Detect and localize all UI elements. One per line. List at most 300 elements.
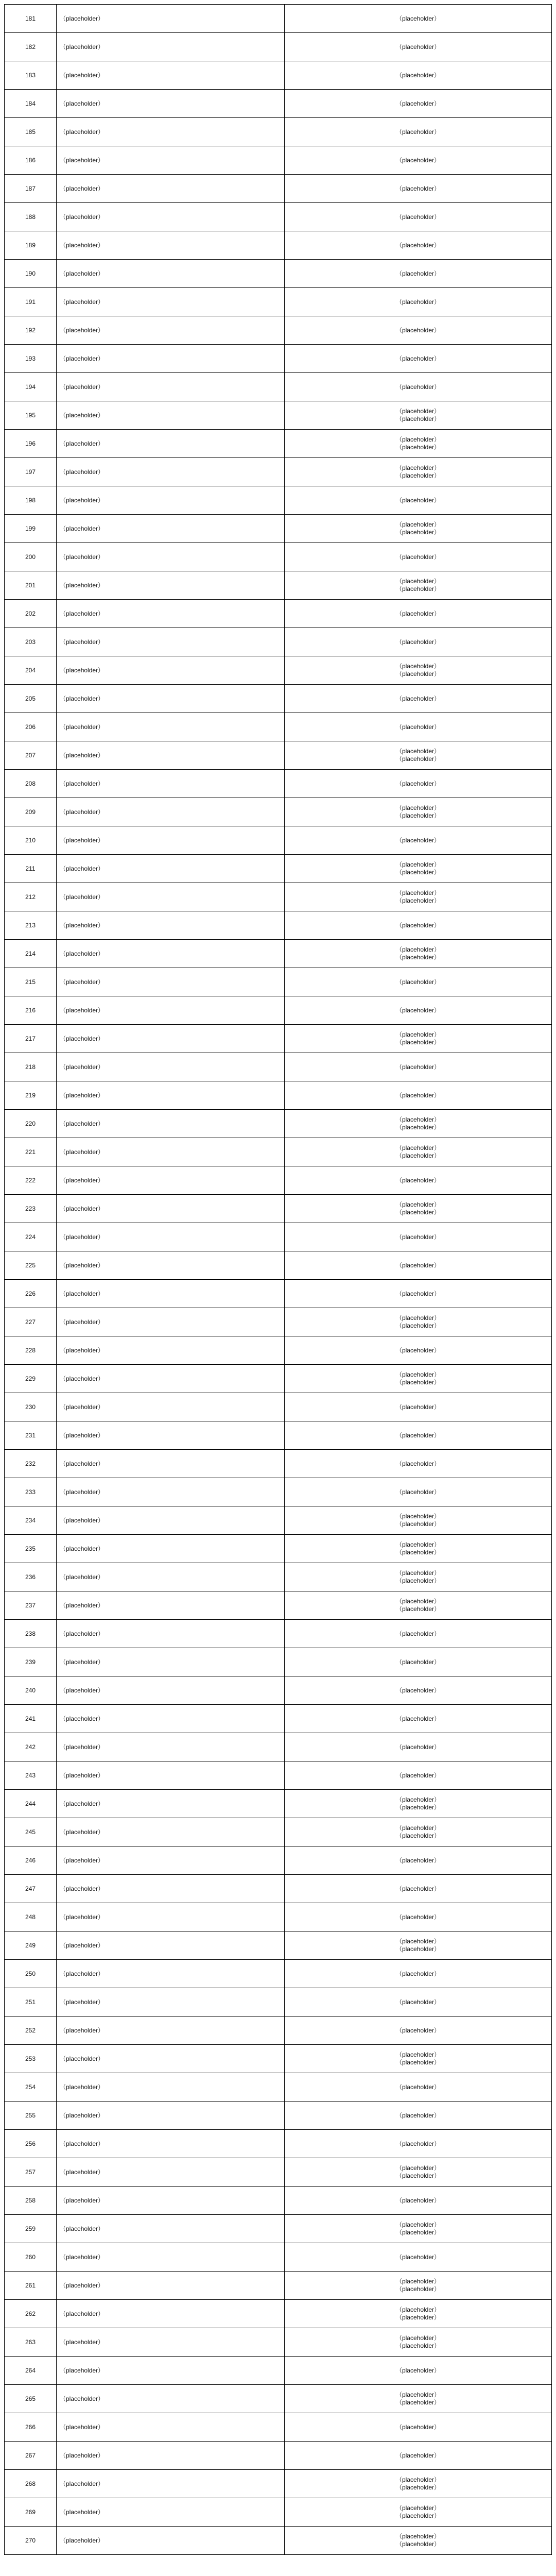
table-row bbox=[5, 515, 552, 543]
table-row bbox=[5, 2300, 552, 2328]
table-row bbox=[5, 2357, 552, 2385]
address-line: （placeholder） bbox=[395, 128, 441, 135]
site-name: （placeholder） bbox=[57, 373, 285, 401]
address-line: （placeholder） bbox=[395, 2051, 441, 2058]
table-row bbox=[5, 656, 552, 685]
site-name: （placeholder） bbox=[57, 1960, 285, 1988]
site-address bbox=[285, 1705, 552, 1733]
site-address bbox=[285, 2243, 552, 2272]
address-line: （placeholder） bbox=[395, 496, 441, 504]
row-number: 223 bbox=[5, 1195, 57, 1223]
address-line: （placeholder） bbox=[395, 1998, 441, 2006]
row-number: 240 bbox=[5, 1676, 57, 1705]
site-address bbox=[285, 1365, 552, 1393]
table-row bbox=[5, 2158, 552, 2187]
address-line: （placeholder） bbox=[395, 2164, 441, 2172]
site-address bbox=[285, 1931, 552, 1960]
address-line: （placeholder） bbox=[395, 869, 441, 876]
table-row bbox=[5, 1280, 552, 1308]
address-line: （placeholder） bbox=[395, 889, 441, 896]
site-name: （placeholder） bbox=[57, 628, 285, 656]
site-address bbox=[285, 1336, 552, 1365]
row-number: 255 bbox=[5, 2102, 57, 2130]
site-address bbox=[285, 855, 552, 883]
site-address bbox=[285, 685, 552, 713]
site-address bbox=[285, 2470, 552, 2498]
address-line: （placeholder） bbox=[395, 1233, 441, 1241]
site-name: （placeholder） bbox=[57, 1733, 285, 1761]
table-row bbox=[5, 288, 552, 316]
site-address bbox=[285, 2215, 552, 2243]
table-row bbox=[5, 1733, 552, 1761]
site-name: （placeholder） bbox=[57, 231, 285, 260]
table-row bbox=[5, 1931, 552, 1960]
row-number: 202 bbox=[5, 600, 57, 628]
site-address bbox=[285, 401, 552, 430]
row-number: 267 bbox=[5, 2442, 57, 2470]
row-number: 238 bbox=[5, 1620, 57, 1648]
table-row bbox=[5, 2272, 552, 2300]
address-line: （placeholder） bbox=[395, 804, 441, 811]
table-row bbox=[5, 2328, 552, 2357]
address-line: （placeholder） bbox=[395, 269, 441, 277]
site-name: （placeholder） bbox=[57, 1110, 285, 1138]
table-row bbox=[5, 2073, 552, 2102]
address-line: （placeholder） bbox=[395, 2399, 441, 2406]
site-name: （placeholder） bbox=[57, 2130, 285, 2158]
table-row bbox=[5, 2130, 552, 2158]
address-line: （placeholder） bbox=[395, 2306, 441, 2313]
site-address bbox=[285, 2016, 552, 2045]
table-row bbox=[5, 1421, 552, 1450]
address-line: （placeholder） bbox=[395, 553, 441, 561]
table-row bbox=[5, 2187, 552, 2215]
address-line: （placeholder） bbox=[395, 1488, 441, 1496]
table-row bbox=[5, 90, 552, 118]
table-row bbox=[5, 1563, 552, 1591]
table-row bbox=[5, 1506, 552, 1535]
table-row bbox=[5, 1053, 552, 1081]
site-name: （placeholder） bbox=[57, 826, 285, 855]
row-number: 187 bbox=[5, 175, 57, 203]
row-number: 225 bbox=[5, 1251, 57, 1280]
site-address bbox=[285, 288, 552, 316]
address-line: （placeholder） bbox=[395, 1658, 441, 1666]
site-name: （placeholder） bbox=[57, 996, 285, 1025]
site-name: （placeholder） bbox=[57, 2470, 285, 2498]
table-row bbox=[5, 175, 552, 203]
address-line: （placeholder） bbox=[395, 1970, 441, 1977]
site-address bbox=[285, 2413, 552, 2442]
row-number: 217 bbox=[5, 1025, 57, 1053]
site-name: （placeholder） bbox=[57, 2357, 285, 2385]
address-line: （placeholder） bbox=[395, 779, 441, 787]
site-name: （placeholder） bbox=[57, 118, 285, 146]
site-name: （placeholder） bbox=[57, 1421, 285, 1450]
site-name: （placeholder） bbox=[57, 2102, 285, 2130]
site-address bbox=[285, 90, 552, 118]
site-address bbox=[285, 458, 552, 486]
table-row bbox=[5, 1365, 552, 1393]
table-row bbox=[5, 1535, 552, 1563]
table-row bbox=[5, 1478, 552, 1506]
address-line: （placeholder） bbox=[395, 2342, 441, 2349]
address-line: （placeholder） bbox=[395, 2140, 441, 2147]
row-number: 213 bbox=[5, 911, 57, 940]
table-row bbox=[5, 1988, 552, 2016]
address-line: （placeholder） bbox=[395, 2540, 441, 2548]
table-row bbox=[5, 911, 552, 940]
address-line: （placeholder） bbox=[395, 14, 441, 22]
site-name: （placeholder） bbox=[57, 713, 285, 741]
row-number: 232 bbox=[5, 1450, 57, 1478]
site-address bbox=[285, 1478, 552, 1506]
row-number: 249 bbox=[5, 1931, 57, 1960]
address-line: （placeholder） bbox=[395, 1856, 441, 1864]
address-line: （placeholder） bbox=[395, 2111, 441, 2119]
address-line: （placeholder） bbox=[395, 1116, 441, 1123]
address-line: （placeholder） bbox=[395, 1598, 441, 1605]
address-line: （placeholder） bbox=[395, 2026, 441, 2034]
address-line: （placeholder） bbox=[395, 1513, 441, 1520]
site-address bbox=[285, 1138, 552, 1166]
table-row bbox=[5, 996, 552, 1025]
site-name: （placeholder） bbox=[57, 1846, 285, 1875]
site-address bbox=[285, 1790, 552, 1818]
table-row bbox=[5, 1308, 552, 1336]
address-line: （placeholder） bbox=[395, 921, 441, 929]
row-number: 269 bbox=[5, 2498, 57, 2527]
address-line: （placeholder） bbox=[395, 1124, 441, 1131]
table-row bbox=[5, 2102, 552, 2130]
table-row bbox=[5, 741, 552, 770]
address-line: （placeholder） bbox=[395, 2391, 441, 2398]
address-line: （placeholder） bbox=[395, 1743, 441, 1751]
site-name: （placeholder） bbox=[57, 1166, 285, 1195]
address-line: （placeholder） bbox=[395, 1569, 441, 1577]
row-number: 247 bbox=[5, 1875, 57, 1903]
site-address bbox=[285, 600, 552, 628]
site-address bbox=[285, 2442, 552, 2470]
address-line: （placeholder） bbox=[395, 1715, 441, 1722]
site-name: （placeholder） bbox=[57, 260, 285, 288]
site-name: （placeholder） bbox=[57, 656, 285, 685]
table-row bbox=[5, 628, 552, 656]
site-address bbox=[285, 2328, 552, 2357]
site-name: （placeholder） bbox=[57, 1053, 285, 1081]
site-address bbox=[285, 231, 552, 260]
site-name: （placeholder） bbox=[57, 1365, 285, 1393]
row-number: 265 bbox=[5, 2385, 57, 2413]
row-number: 268 bbox=[5, 2470, 57, 2498]
address-line: （placeholder） bbox=[395, 2083, 441, 2091]
row-number: 198 bbox=[5, 486, 57, 515]
row-number: 245 bbox=[5, 1818, 57, 1846]
site-name: （placeholder） bbox=[57, 1223, 285, 1251]
site-address bbox=[285, 2045, 552, 2073]
site-name: （placeholder） bbox=[57, 1138, 285, 1166]
address-line: （placeholder） bbox=[395, 1431, 441, 1439]
row-number: 191 bbox=[5, 288, 57, 316]
row-number: 222 bbox=[5, 1166, 57, 1195]
table-row bbox=[5, 2045, 552, 2073]
address-line: （placeholder） bbox=[395, 978, 441, 986]
row-number: 250 bbox=[5, 1960, 57, 1988]
site-address bbox=[285, 543, 552, 571]
address-line: （placeholder） bbox=[395, 1913, 441, 1921]
address-line: （placeholder） bbox=[395, 415, 441, 422]
table-row bbox=[5, 1591, 552, 1620]
address-line: （placeholder） bbox=[395, 1144, 441, 1151]
address-line: （placeholder） bbox=[395, 1031, 441, 1038]
site-name: （placeholder） bbox=[57, 2073, 285, 2102]
site-name: （placeholder） bbox=[57, 940, 285, 968]
site-name: （placeholder） bbox=[57, 1336, 285, 1365]
site-name: （placeholder） bbox=[57, 1705, 285, 1733]
site-name: （placeholder） bbox=[57, 345, 285, 373]
row-number: 264 bbox=[5, 2357, 57, 2385]
address-line: （placeholder） bbox=[395, 2423, 441, 2431]
site-address bbox=[285, 2073, 552, 2102]
address-line: （placeholder） bbox=[395, 1460, 441, 1467]
table-row bbox=[5, 316, 552, 345]
row-number: 214 bbox=[5, 940, 57, 968]
row-number: 259 bbox=[5, 2215, 57, 2243]
table-row bbox=[5, 883, 552, 911]
site-name: （placeholder） bbox=[57, 61, 285, 90]
address-line: （placeholder） bbox=[395, 2512, 441, 2519]
site-name: （placeholder） bbox=[57, 798, 285, 826]
table-row bbox=[5, 33, 552, 61]
site-address bbox=[285, 1563, 552, 1591]
table-row bbox=[5, 1223, 552, 1251]
site-address bbox=[285, 2272, 552, 2300]
site-name: （placeholder） bbox=[57, 1790, 285, 1818]
table-row bbox=[5, 1648, 552, 1676]
site-address bbox=[285, 2498, 552, 2527]
address-line: （placeholder） bbox=[395, 408, 441, 415]
address-line: （placeholder） bbox=[395, 1885, 441, 1892]
row-number: 228 bbox=[5, 1336, 57, 1365]
row-number: 216 bbox=[5, 996, 57, 1025]
site-name: （placeholder） bbox=[57, 1818, 285, 1846]
address-line: （placeholder） bbox=[395, 861, 441, 868]
row-number: 190 bbox=[5, 260, 57, 288]
address-line: （placeholder） bbox=[395, 2334, 441, 2342]
site-name: （placeholder） bbox=[57, 883, 285, 911]
site-name: （placeholder） bbox=[57, 1988, 285, 2016]
row-number: 185 bbox=[5, 118, 57, 146]
table-row bbox=[5, 855, 552, 883]
row-number: 189 bbox=[5, 231, 57, 260]
site-address bbox=[285, 1251, 552, 1280]
address-line: （placeholder） bbox=[395, 897, 441, 904]
address-line: （placeholder） bbox=[395, 723, 441, 731]
address-line: （placeholder） bbox=[395, 444, 441, 451]
table-row bbox=[5, 231, 552, 260]
address-line: （placeholder） bbox=[395, 43, 441, 50]
table-row bbox=[5, 1705, 552, 1733]
row-number: 244 bbox=[5, 1790, 57, 1818]
row-number: 246 bbox=[5, 1846, 57, 1875]
table-row bbox=[5, 1081, 552, 1110]
site-address bbox=[285, 996, 552, 1025]
address-line: （placeholder） bbox=[395, 1314, 441, 1321]
row-number: 211 bbox=[5, 855, 57, 883]
address-line: （placeholder） bbox=[395, 1577, 441, 1584]
site-name: （placeholder） bbox=[57, 2158, 285, 2187]
address-line: （placeholder） bbox=[395, 1605, 441, 1613]
site-address bbox=[285, 2130, 552, 2158]
site-address bbox=[285, 175, 552, 203]
row-number: 201 bbox=[5, 571, 57, 600]
site-address bbox=[285, 741, 552, 770]
address-line: （placeholder） bbox=[395, 99, 441, 107]
table-row bbox=[5, 2243, 552, 2272]
row-number: 226 bbox=[5, 1280, 57, 1308]
row-number: 192 bbox=[5, 316, 57, 345]
row-number: 260 bbox=[5, 2243, 57, 2272]
row-number: 237 bbox=[5, 1591, 57, 1620]
site-address bbox=[285, 5, 552, 33]
site-address bbox=[285, 260, 552, 288]
site-address bbox=[285, 1620, 552, 1648]
table-row bbox=[5, 203, 552, 231]
site-name: （placeholder） bbox=[57, 175, 285, 203]
site-name: （placeholder） bbox=[57, 458, 285, 486]
address-line: （placeholder） bbox=[395, 2221, 441, 2228]
site-address bbox=[285, 628, 552, 656]
row-number: 207 bbox=[5, 741, 57, 770]
address-line: （placeholder） bbox=[395, 2253, 441, 2261]
table-row bbox=[5, 1903, 552, 1931]
row-number: 205 bbox=[5, 685, 57, 713]
address-line: （placeholder） bbox=[395, 529, 441, 536]
address-line: （placeholder） bbox=[395, 354, 441, 362]
site-address bbox=[285, 1393, 552, 1421]
site-address bbox=[285, 2187, 552, 2215]
address-line: （placeholder） bbox=[395, 2533, 441, 2540]
site-name: （placeholder） bbox=[57, 770, 285, 798]
row-number: 204 bbox=[5, 656, 57, 685]
site-address bbox=[285, 770, 552, 798]
address-line: （placeholder） bbox=[395, 1938, 441, 1945]
table-row bbox=[5, 2016, 552, 2045]
table-row bbox=[5, 1790, 552, 1818]
site-name: （placeholder） bbox=[57, 1563, 285, 1591]
table-row bbox=[5, 1166, 552, 1195]
row-number: 242 bbox=[5, 1733, 57, 1761]
row-number: 227 bbox=[5, 1308, 57, 1336]
site-address bbox=[285, 2102, 552, 2130]
site-address bbox=[285, 1195, 552, 1223]
address-line: （placeholder） bbox=[395, 1346, 441, 1354]
table-row bbox=[5, 1676, 552, 1705]
site-name: （placeholder） bbox=[57, 968, 285, 996]
table-row bbox=[5, 770, 552, 798]
site-name: （placeholder） bbox=[57, 2300, 285, 2328]
table-row bbox=[5, 1875, 552, 1903]
site-name: （placeholder） bbox=[57, 1478, 285, 1506]
row-number: 229 bbox=[5, 1365, 57, 1393]
address-line: （placeholder） bbox=[395, 1549, 441, 1556]
site-name: （placeholder） bbox=[57, 2498, 285, 2527]
site-address bbox=[285, 430, 552, 458]
site-address bbox=[285, 571, 552, 600]
table-row bbox=[5, 968, 552, 996]
table-row bbox=[5, 940, 552, 968]
row-number: 253 bbox=[5, 2045, 57, 2073]
address-line: （placeholder） bbox=[395, 1520, 441, 1528]
address-line: （placeholder） bbox=[395, 156, 441, 164]
address-line: （placeholder） bbox=[395, 241, 441, 249]
row-number: 195 bbox=[5, 401, 57, 430]
address-line: （placeholder） bbox=[395, 1945, 441, 1953]
table-row bbox=[5, 1960, 552, 1988]
table-row bbox=[5, 1251, 552, 1280]
site-name: （placeholder） bbox=[57, 1251, 285, 1280]
address-line: （placeholder） bbox=[395, 1261, 441, 1269]
site-name: （placeholder） bbox=[57, 1025, 285, 1053]
site-name: （placeholder） bbox=[57, 1450, 285, 1478]
site-name: （placeholder） bbox=[57, 1393, 285, 1421]
site-address bbox=[285, 1506, 552, 1535]
site-name: （placeholder） bbox=[57, 911, 285, 940]
table-row bbox=[5, 543, 552, 571]
address-line: （placeholder） bbox=[395, 464, 441, 471]
table-row bbox=[5, 1195, 552, 1223]
table-row bbox=[5, 2385, 552, 2413]
address-line: （placeholder） bbox=[395, 609, 441, 617]
address-line: （placeholder） bbox=[395, 2476, 441, 2483]
row-number: 220 bbox=[5, 1110, 57, 1138]
table-row bbox=[5, 713, 552, 741]
address-line: （placeholder） bbox=[395, 298, 441, 306]
address-line: （placeholder） bbox=[395, 1379, 441, 1386]
site-address bbox=[285, 373, 552, 401]
address-line: （placeholder） bbox=[395, 521, 441, 528]
address-line: （placeholder） bbox=[395, 1152, 441, 1159]
table-row bbox=[5, 1620, 552, 1648]
table-row bbox=[5, 5, 552, 33]
address-line: （placeholder） bbox=[395, 812, 441, 819]
site-address bbox=[285, 1166, 552, 1195]
site-address bbox=[285, 515, 552, 543]
site-name: （placeholder） bbox=[57, 316, 285, 345]
row-number: 243 bbox=[5, 1761, 57, 1790]
address-line: （placeholder） bbox=[395, 1804, 441, 1811]
site-address bbox=[285, 1081, 552, 1110]
site-name: （placeholder） bbox=[57, 741, 285, 770]
row-number: 219 bbox=[5, 1081, 57, 1110]
site-name: （placeholder） bbox=[57, 1506, 285, 1535]
address-line: （placeholder） bbox=[395, 2229, 441, 2236]
row-number: 254 bbox=[5, 2073, 57, 2102]
row-number: 241 bbox=[5, 1705, 57, 1733]
table-row bbox=[5, 1336, 552, 1365]
row-number: 221 bbox=[5, 1138, 57, 1166]
site-address bbox=[285, 911, 552, 940]
table-row bbox=[5, 1393, 552, 1421]
site-address bbox=[285, 1960, 552, 1988]
address-line: （placeholder） bbox=[395, 1176, 441, 1184]
table-row bbox=[5, 146, 552, 175]
row-number: 231 bbox=[5, 1421, 57, 1450]
row-number: 235 bbox=[5, 1535, 57, 1563]
site-address bbox=[285, 940, 552, 968]
row-number: 209 bbox=[5, 798, 57, 826]
address-line: （placeholder） bbox=[395, 326, 441, 334]
